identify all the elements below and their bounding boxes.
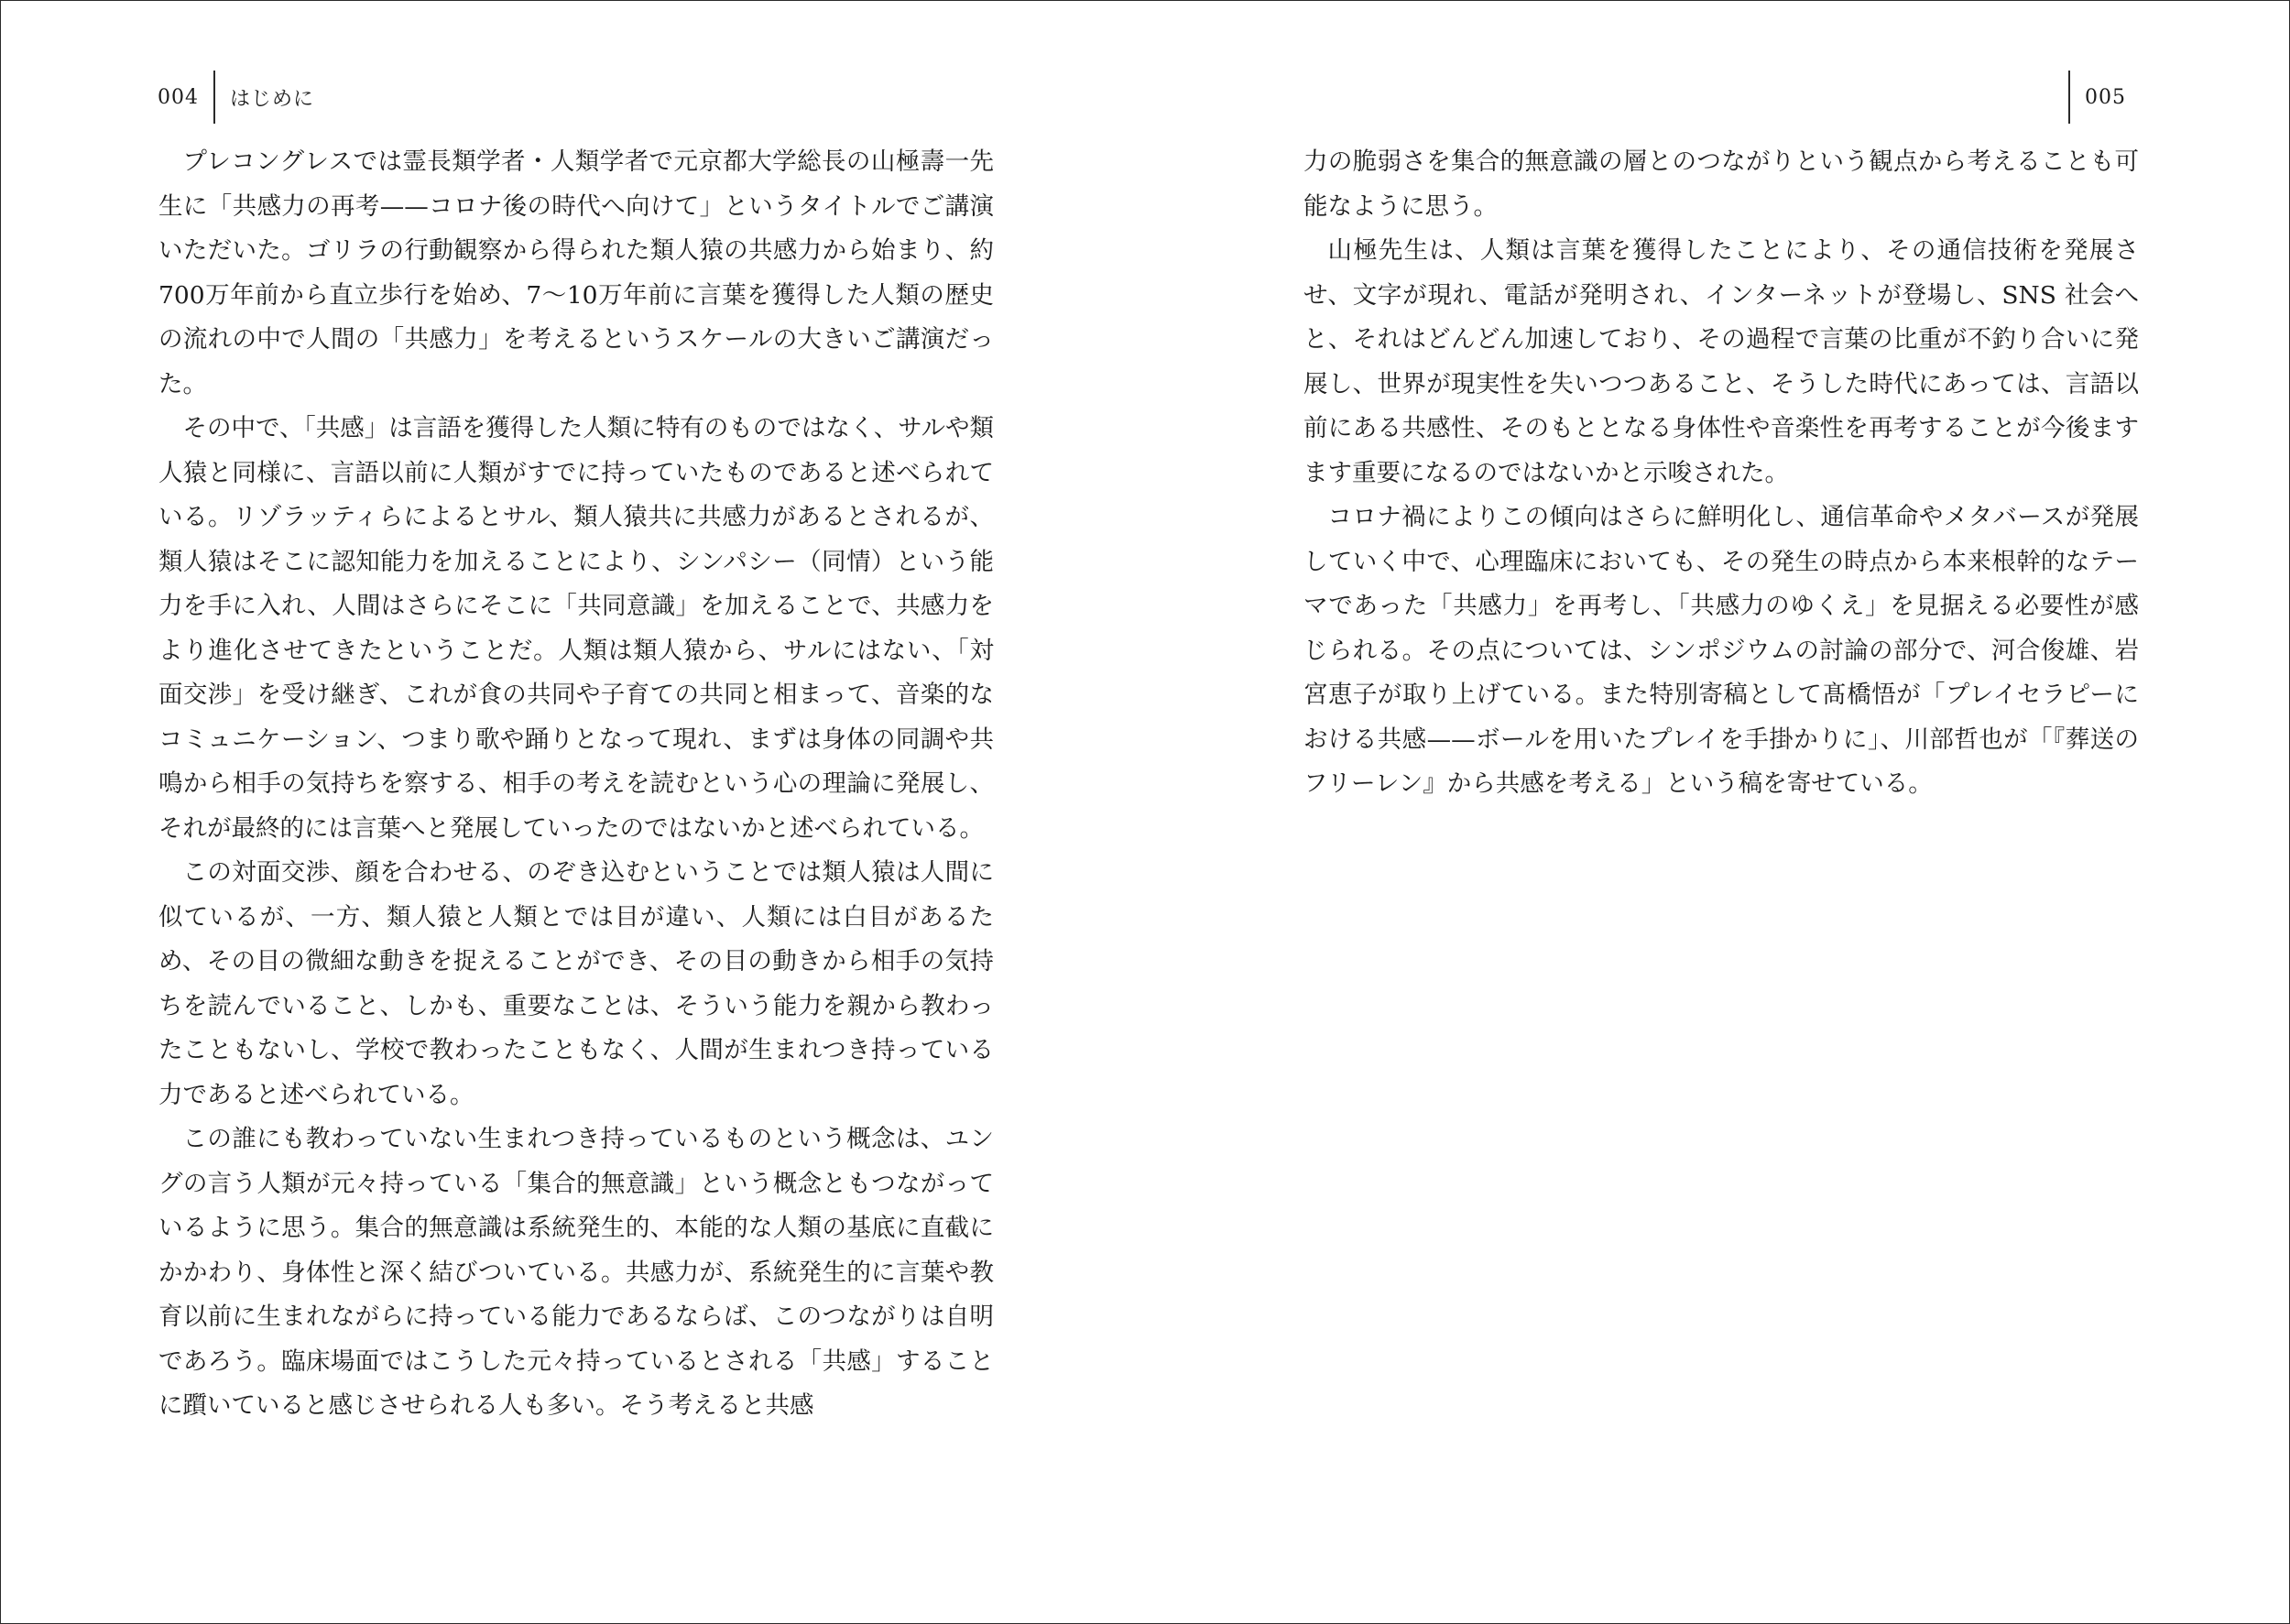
left-page-body — [158, 140, 994, 1429]
paragraph: この対面交渉、顔を合わせる、のぞき込むということでは類人猿は人間に似ているが、一方、類人猿と人類とでは目が違い、人類には白目があるため、その目の微細な動きを捉えることができ、その目の動きから相手の気持ちを読んでいること、しかも、重要なことは、そういう能力を親から教わったこともないし、学校で教わったこともなく、人間が生まれつき持っている力であると述べられている。 — [158, 858, 994, 1109]
left-page-header — [158, 71, 314, 124]
left-page — [1, 1, 1145, 1623]
page-number: 005 — [2085, 85, 2126, 109]
header-divider — [213, 71, 215, 124]
header-divider — [2068, 71, 2070, 124]
paragraph: この誰にも教わっていない生まれつき持っているものという概念は、ユングの言う人類が元々持っている「集合的無意識」という概念ともつながっているように思う。集合的無意識は系統発生的、本能的な人類の基底に直截にかかわり、身体性と深く結びついている。共感力が、系統発生的に言葉や教育以前に生まれながらに持っている能力であるならば、このつながりは自明であろう。臨床場面ではこうした元々持っているとされる「共感」することに躓いていると感じさせられる人も多い。そう考えると共感 — [158, 1125, 994, 1420]
page-number: 004 — [158, 85, 199, 109]
right-page-header — [2068, 71, 2126, 124]
paragraph-continued: 力の脆弱さを集合的無意識の層とのつながりという観点から考えることも可能なように思う。 — [1303, 147, 2139, 221]
paragraph: プレコングレスでは霊長類学者・人類学者で元京都大学総長の山極壽一先生に「共感力の再考——コロナ後の時代へ向けて」というタイトルでご講演いただいた。ゴリラの行動観察から得られた類人猿の共感力から始まり、約700万年前から直立歩行を始め、7〜10万年前に言葉を獲得した人類の歴史の流れの中で人間の「共感力」を考えるというスケールの大きいご講演だった。 — [158, 147, 994, 398]
running-head: はじめに — [230, 87, 315, 111]
right-page-body — [1303, 140, 2139, 807]
paragraph: 山極先生は、人類は言葉を獲得したことにより、その通信技術を発展させ、文字が現れ、電話が発明され、インターネットが登場し、SNS 社会へと、それはどんどん加速しており、その過程で言葉の比重が不釣り合いに発展し、世界が現実性を失いつつあること、そうした時代にあっては、言語以前にある共感性、そのもととなる身体性や音楽性を再考することが今後ますます重要になるのではないかと示唆された。 — [1303, 236, 2139, 487]
paragraph: その中で、「共感」は言語を獲得した人類に特有のものではなく、サルや類人猿と同様に、言語以前に人類がすでに持っていたものであると述べられている。リゾラッティらによるとサル、類人猿共に共感力があるとされるが、類人猿はそこに認知能力を加えることにより、シンパシー（同情）という能力を手に入れ、人間はさらにそこに「共同意識」を加えることで、共感力をより進化させてきたということだ。人類は類人猿から、サルにはない、「対面交渉」を受け継ぎ、これが食の共同や子育ての共同と相まって、音楽的なコミュニケーション、つまり歌や踊りとなって現れ、まずは身体の同調や共鳴から相手の気持ちを察する、相手の考えを読むという心の理論に発展し、それが最終的には言葉へと発展していったのではないかと述べられている。 — [158, 414, 994, 843]
right-page — [1145, 1, 2289, 1623]
paragraph: コロナ禍によりこの傾向はさらに鮮明化し、通信革命やメタバースが発展していく中で、心理臨床においても、その発生の時点から本来根幹的なテーマであった「共感力」を再考し、「共感力のゆくえ」を見据える必要性が感じられる。その点については、シンポジウムの討論の部分で、河合俊雄、岩宮恵子が取り上げている。また特別寄稿として髙橋悟が「プレイセラピーにおける共感——ボールを用いたプレイを手掛かりに」、川部哲也が「『葬送のフリーレン』から共感を考える」という稿を寄せている。 — [1303, 503, 2139, 798]
